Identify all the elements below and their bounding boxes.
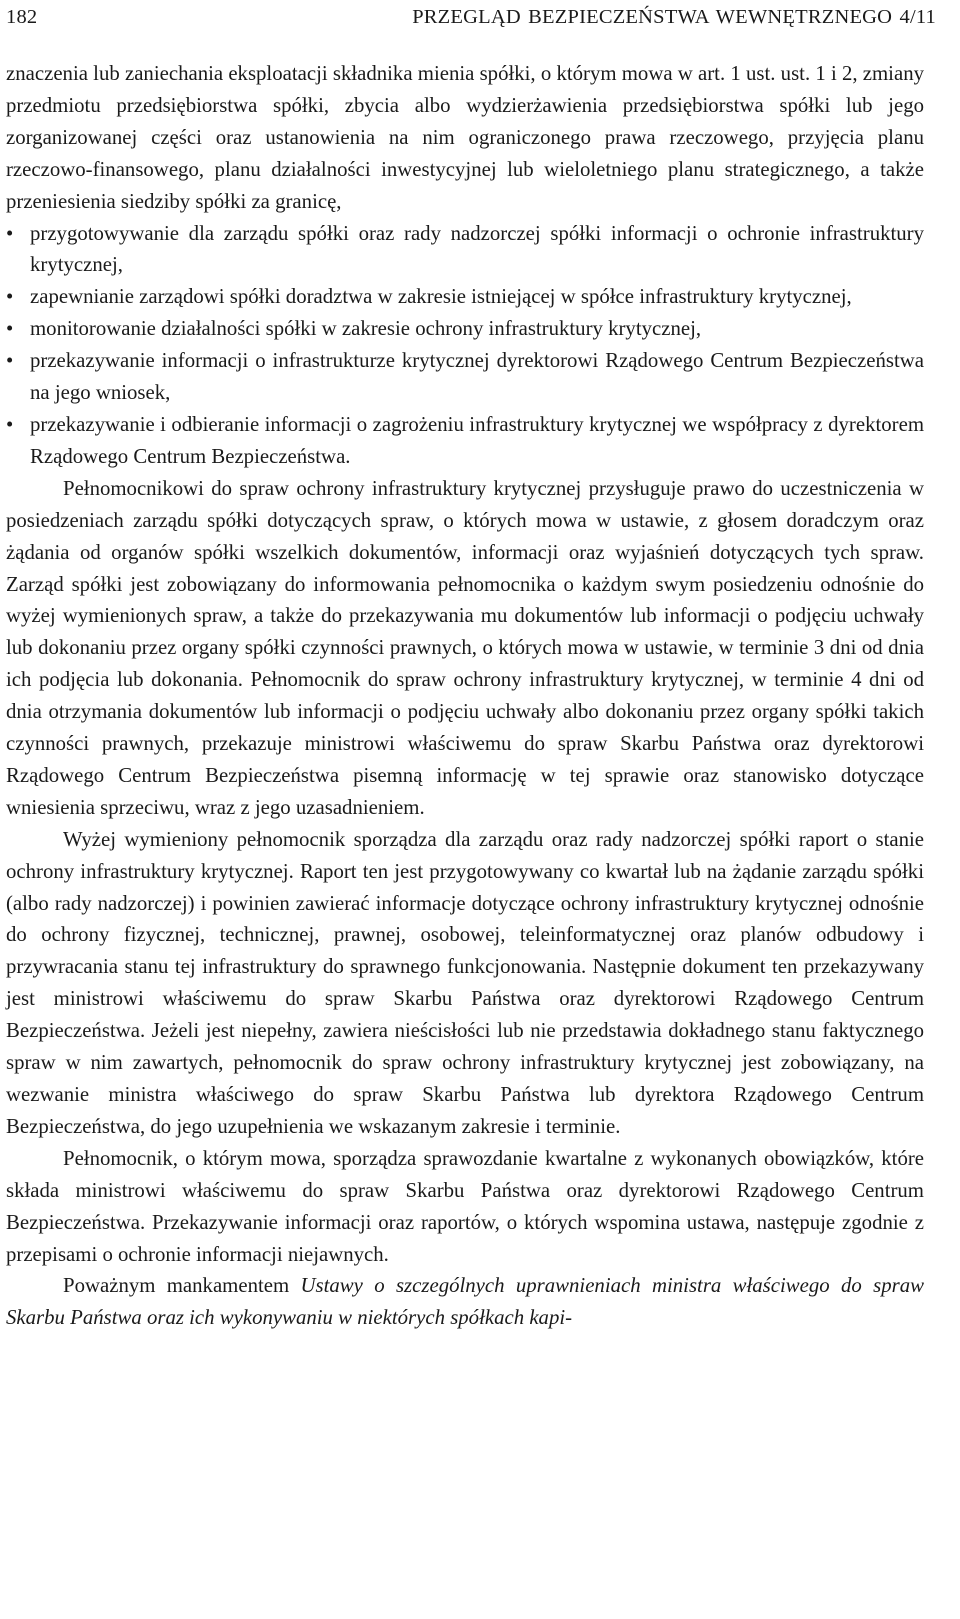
paragraph: Wyżej wymieniony pełnomocnik sporządza dla zarządu oraz rady nadzorczej spółki raport o stanie ochrony infrastruktury krytycznej. Raport ten jest przygotowywany co kwartał lub na żądanie zarządu spółki (albo rady nadzorczej) i powinien zawierać informacje dotyczące ochrony infrastruktury krytycznej odnośnie do ochrony fizycznej, technicznej, prawnej, osobowej, teleinformatycznej oraz planów odbudowy i przywracania stanu tej infrastruktury do sprawnego funkcjonowania. Następnie dokument ten przekazywany jest ministrowi właściwemu do spraw Skarbu Państwa oraz dyrektorowi Rządowego Centrum Bezpieczeństwa. Jeżeli jest niepełny, zawiera nieścisłości lub nie przedstawia dokładnego stanu faktycznego spraw w nim zawartych, pełnomocnik do spraw ochrony infrastruktury krytycznej jest zobowiązany, na wezwanie ministra właściwego do spraw Skarbu Państwa lub dyrektora Rządowego Centrum Bezpieczeństwa, do jego uzupełnienia we wskazanym zakresie i terminie. xyxy=(6,827,924,1138)
bullet-icon: • xyxy=(6,285,14,309)
bullet-text: przekazywanie i odbieranie informacji o zagrożeniu infrastruktury krytycznej we współpracy z dyrektorem Rządowego Centrum Bezpieczeństwa. xyxy=(30,412,924,468)
bullet-item xyxy=(6,409,924,473)
bullet-icon: • xyxy=(6,317,14,341)
bullet-item xyxy=(6,345,924,409)
bullet-text: monitorowanie działalności spółki w zakresie ochrony infrastruktury krytycznej, xyxy=(30,317,702,341)
page-number: 182 xyxy=(6,6,38,28)
paragraph: Pełnomocnik, o którym mowa, sporządza sprawozdanie kwartalne z wykonanych obowiązków, które składa ministrowi właściwemu do spraw Skarbu Państwa oraz dyrektorowi Rządowego Centrum Bezpieczeństwa. Przekazywanie informacji oraz raportów, o których wspomina ustawa, następuje zgodnie z przepisami o ochronie informacji niejawnych. xyxy=(6,1146,924,1266)
running-title: PRZEGLĄD BEZPIECZEŃSTWA WEWNĘTRZNEGO 4/11 xyxy=(412,6,936,28)
bullet-item xyxy=(6,281,924,313)
bullet-text: przekazywanie informacji o infrastrukturze krytycznej dyrektorowi Rządowego Centrum Bezpieczeństwa na jego wniosek, xyxy=(30,349,924,405)
bullet-list xyxy=(6,218,924,473)
body-text xyxy=(6,58,924,1334)
continuation-paragraph: znaczenia lub zaniechania eksploatacji składnika mienia spółki, o którym mowa w art. 1 ust. ust. 1 i 2, zmiany przedmiotu przedsiębiorstwa spółki, zbycia albo wydzierżawienia przedsiębiorstwa spółki lub jego zorganizowanej części oraz ustanowienia na nim ograniczonego prawa rzeczowego, przyjęcia planu rzeczowo-finansowego, planu działalności inwestycyjnej lub wieloletniego planu strategicznego, a także przeniesienia siedziby spółki za granicę, xyxy=(6,62,924,213)
paragraph: Pełnomocnikowi do spraw ochrony infrastruktury krytycznej przysługuje prawo do uczestniczenia w posiedzeniach zarządu spółki dotyczących spraw, o których mowa w ustawie, z głosem doradczym oraz żądania od organów spółki wszelkich dokumentów, informacji oraz wyjaśnień dotyczących tych spraw. Zarząd spółki jest zobowiązany do informowania pełnomocnika o każdym swym posiedzeniu odnośnie do wyżej wymienionych spraw, a także do przekazywania mu dokumentów lub informacji o podjęciu uchwały lub dokonaniu przez organy spółki czynności prawnych, o których mowa w ustawie, w terminie 3 dni od dnia ich podjęcia lub dokonania. Pełnomocnik do spraw ochrony infrastruktury krytycznej, w terminie 4 dni od dnia otrzymania dokumentów lub informacji o podjęciu uchwały albo dokonaniu przez organy spółki takich czynności prawnych, przekazuje ministrowi właściwemu do spraw Skarbu Państwa oraz dyrektorowi Rządowego Centrum Bezpieczeństwa pisemną informację w tej sprawie oraz stanowisko dotyczące wniesienia sprzeciwu, wraz z jego uzasadnieniem. xyxy=(6,476,924,819)
bullet-item xyxy=(6,313,924,345)
bullet-icon: • xyxy=(6,349,14,373)
paragraph-lead: Poważnym mankamentem xyxy=(63,1274,301,1298)
bullet-icon: • xyxy=(6,412,14,436)
final-paragraph xyxy=(6,1270,924,1334)
bullet-icon: • xyxy=(6,221,14,245)
act-title: Ustawy o szczególnych uprawnieniach ministra właściwego do spraw Skarbu Państwa oraz ich wykonywaniu w niektórych spółkach kapi- xyxy=(6,1274,924,1330)
bullet-item xyxy=(6,218,924,282)
bullet-text: zapewnianie zarządowi spółki doradztwa w zakresie istniejącej w spółce infrastruktury krytycznej, xyxy=(30,285,852,309)
bullet-text: przygotowywanie dla zarządu spółki oraz rady nadzorczej spółki informacji o ochronie infrastruktury krytycznej, xyxy=(30,221,924,277)
page-header xyxy=(6,2,936,32)
